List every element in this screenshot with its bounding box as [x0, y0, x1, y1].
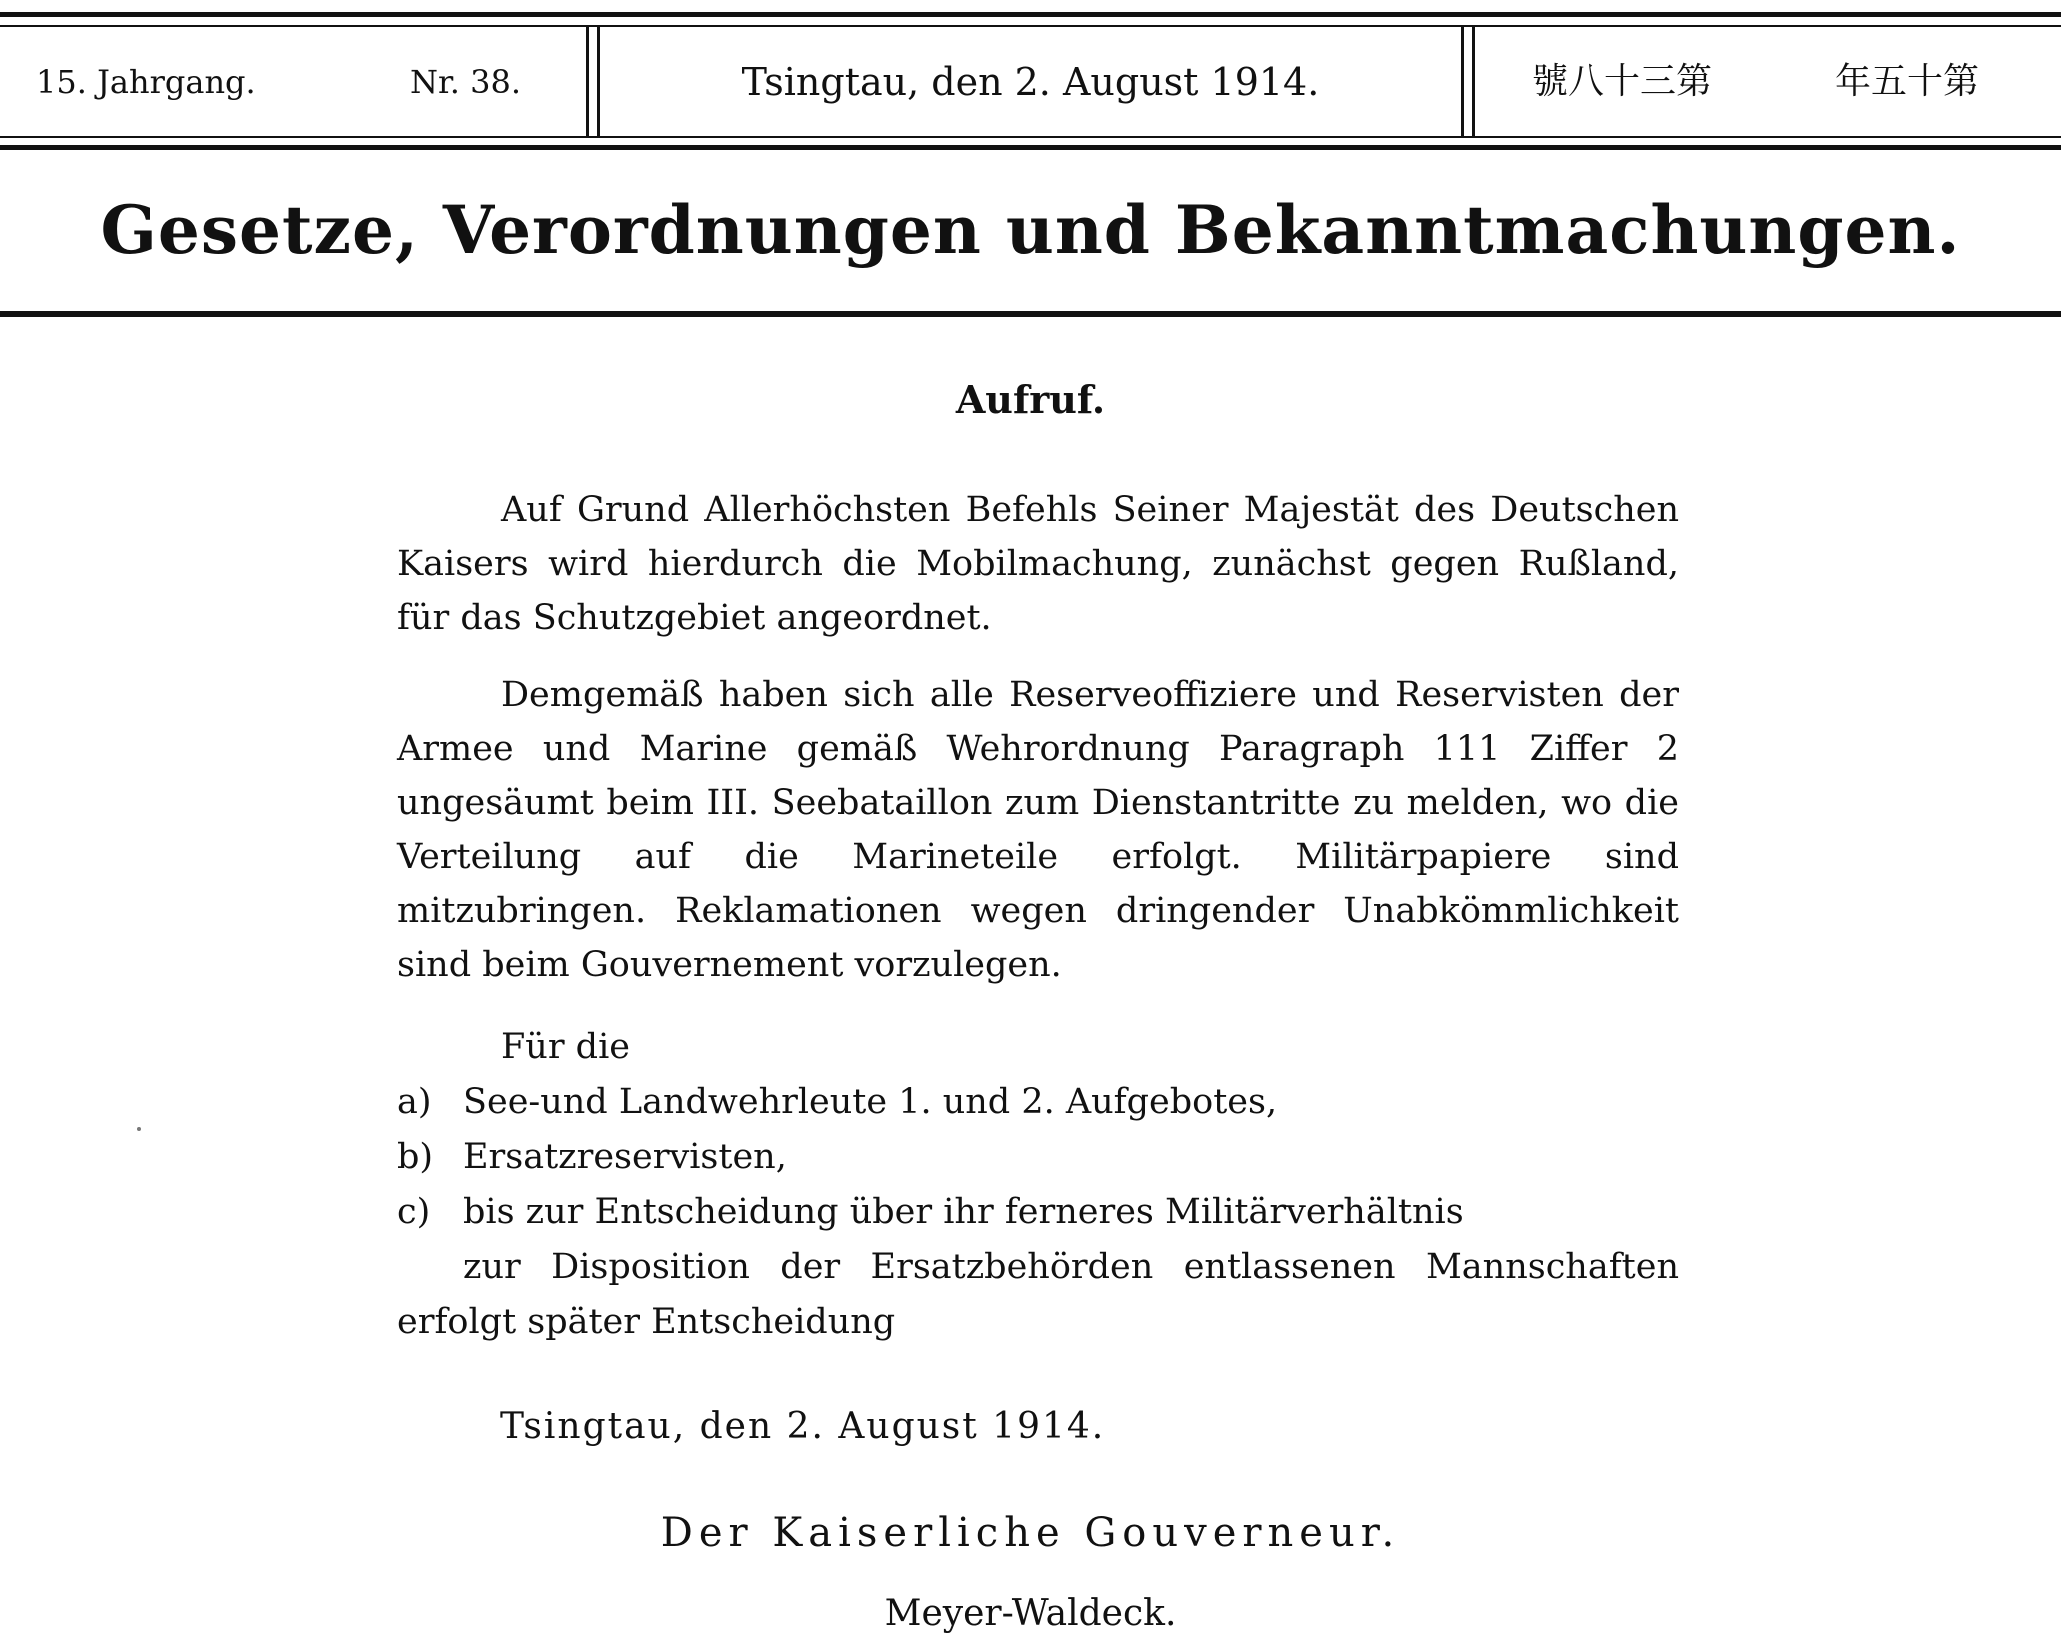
list-item — [397, 1185, 1679, 1240]
signatory-title: Der Kaiserliche Gouverneur. — [660, 1510, 1401, 1556]
list-item-marker: a) — [397, 1082, 432, 1122]
masthead-bottom-rule-thin — [0, 136, 2061, 138]
notice-paragraph-2: Demgemäß haben sich alle Reserveoffiziere und Reservisten der Armee und Marine gemäß Wehrordnung Paragraph 111 Ziffer 2 ungesäumt beim III. Seebataillon zum Dienstantritte zu melden, wo die Verteilung auf die Marineteile erfolgt. Militärpapiere sind mitzubringen. Reklamationen wegen dringender Unabkömmlichkeit sind beim Gouvernement vorzulegen. — [397, 675, 1679, 985]
notice-heading: Aufruf. — [955, 377, 1106, 422]
section-title: Gesetze, Verordnungen und Bekanntmachungen. — [100, 191, 1961, 269]
masthead-bottom-rule-thick — [0, 145, 2061, 150]
masthead-issue-number: Nr. 38. — [410, 63, 522, 101]
masthead-divider — [1461, 27, 1464, 136]
notice-paragraph-1: Auf Grund Allerhöchsten Befehls Seiner Majestät des Deutschen Kaisers wird hierdurch die Mobilmachung, zunächst gegen Rußland, für das Schutzgebiet angeordnet. — [397, 490, 1679, 638]
list-item-text: Ersatzreservisten, — [463, 1137, 787, 1177]
list-item-marker: c) — [397, 1192, 431, 1232]
masthead-divider — [1472, 27, 1475, 136]
signatory-name: Meyer-Waldeck. — [884, 1593, 1177, 1634]
list-item — [397, 1130, 1679, 1185]
list-item-text: bis zur Entscheidung über ihr ferneres Militärverhältnis — [463, 1192, 1464, 1232]
list-item — [397, 1075, 1679, 1130]
masthead-place-date: Tsingtau, den 2. August 1914. — [741, 60, 1320, 104]
list-item-marker: b) — [397, 1137, 434, 1177]
masthead-top-rule-thick — [0, 12, 2061, 17]
notice-place-date: Tsingtau, den 2. August 1914. — [500, 1406, 1106, 1447]
notice-list-intro: Für die — [501, 1027, 630, 1067]
masthead-cjk-issue-number: 號八十三第 — [1532, 61, 1713, 102]
list-item-text: See-und Landwehrleute 1. und 2. Aufgebotes, — [463, 1082, 1278, 1122]
print-speck — [137, 1127, 141, 1131]
masthead-cjk-year-volume: 年五十第 — [1835, 61, 1980, 102]
masthead-year-volume: 15. Jahrgang. — [36, 63, 256, 101]
notice-list-conclusion: zur Disposition der Ersatzbehörden entlassenen Mannschaften erfolgt später Entscheidung — [397, 1247, 1679, 1342]
notice-list — [397, 1020, 1679, 1350]
masthead — [0, 27, 2061, 136]
section-title-rule — [0, 311, 2061, 317]
masthead-divider — [586, 27, 589, 136]
